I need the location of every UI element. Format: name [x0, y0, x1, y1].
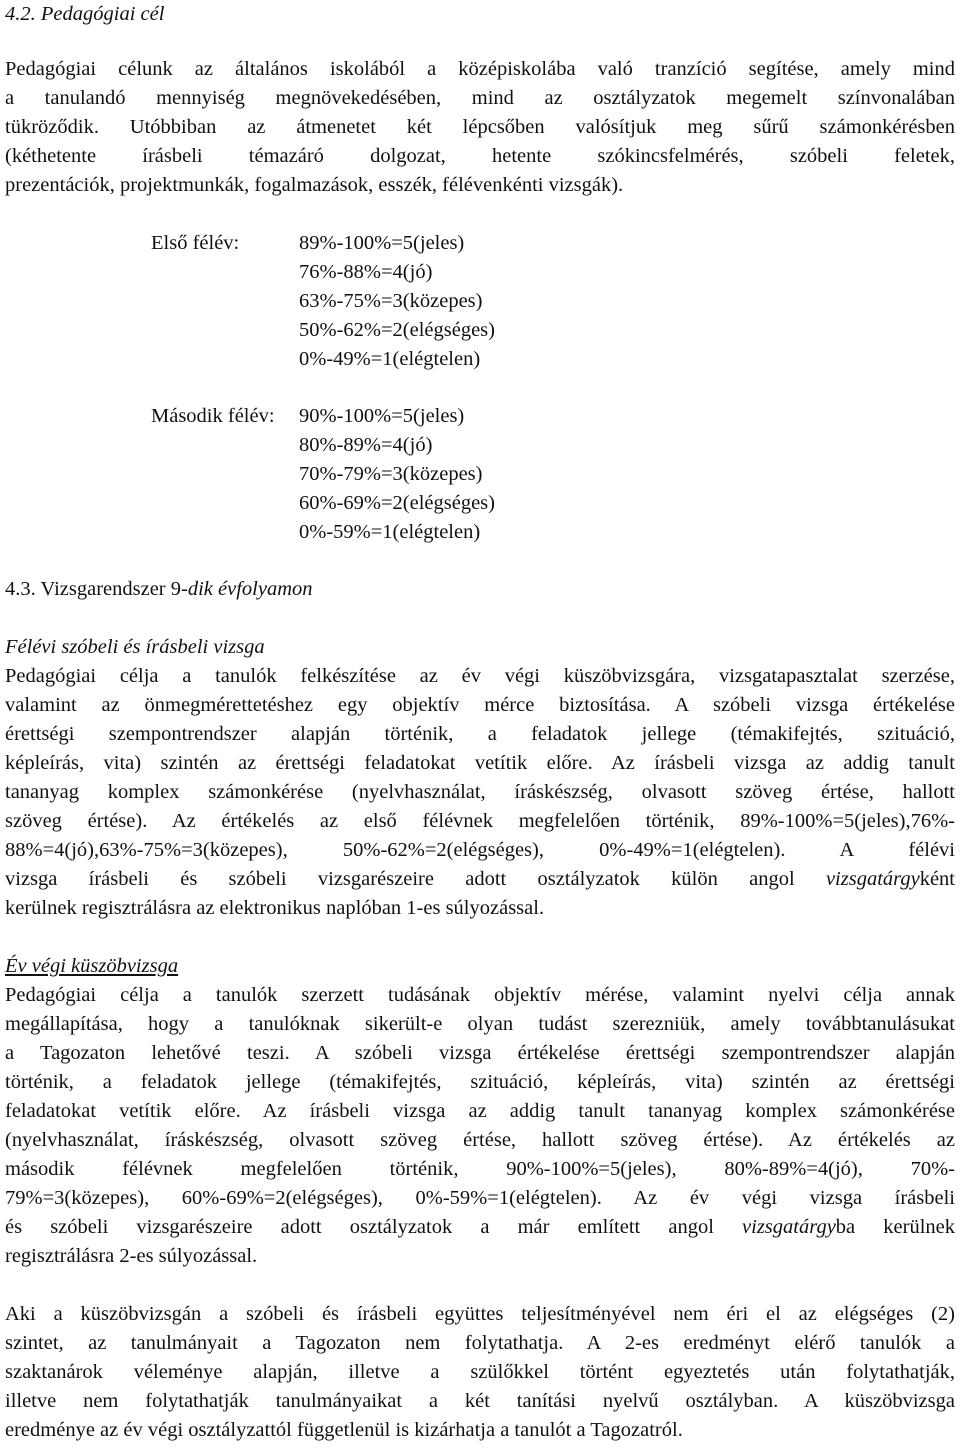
paragraph-line: illetve nem folytathatják tanulmányaikat a két tanítási nyelvű osztályban. A küszöbvizsga	[5, 1390, 955, 1412]
section-43-heading: 4.3. Vizsgarendszer 9-dik évfolyamon	[5, 578, 313, 600]
grade-row: 89%-100%=5(jeles)	[299, 232, 465, 254]
midterm-title: Félévi szóbeli és írásbeli vizsga	[5, 636, 265, 658]
paragraph-line: Pedagógiai célunk az általános iskolából a középiskolába való tranzíció segítése, amely mind	[5, 58, 955, 80]
paragraph-line: a Tagozaton lehetővé teszi. A szóbeli vizsga értékelése érettségi szempontrendszer alapján	[5, 1042, 955, 1064]
second-semester-label: Második félév:	[151, 405, 275, 427]
grade-row: 0%-59%=1(elégtelen)	[299, 521, 481, 543]
paragraph-line: második félévnek megfelelően történik, 90%-100%=5(jeles), 80%-89%=4(jó), 70%-	[5, 1158, 955, 1180]
paragraph-line: és szóbeli vizsgarészeire adott osztályzatok a már említett angol vizsgatárgyba kerülnek	[5, 1216, 955, 1238]
grade-row: 50%-62%=2(elégséges)	[299, 319, 495, 341]
paragraph-line: megállapítása, hogy a tanulóknak sikerült-e olyan tudást szerezniük, amely továbbtanulásukat	[5, 1013, 955, 1035]
paragraph-line: Pedagógiai célja a tanulók felkészítése az év végi küszöbvizsgára, vizsgatapasztalat szerzése,	[5, 665, 955, 687]
paragraph-line: feladatokat vetítik előre. Az írásbeli vizsga az addig tanult tananyag komplex számonkérése	[5, 1100, 955, 1122]
paragraph-line: vizsga írásbeli és szóbeli vizsgarészeire adott osztályzatok külön angol vizsgatárgyként	[5, 868, 955, 890]
paragraph-line: kerülnek regisztrálásra az elektronikus naplóban 1-es súlyozással.	[5, 897, 545, 919]
paragraph-line: 79%=3(közepes), 60%-69%=2(elégséges), 0%-59%=1(elégtelen). Az év végi vizsga írásbeli	[5, 1187, 955, 1209]
paragraph-line: Aki a küszöbvizsgán a szóbeli és írásbeli együttes teljesítményével nem éri el az elégséges (2)	[5, 1303, 955, 1325]
paragraph-line: Pedagógiai célja a tanulók szerzett tudásának objektív mérése, valamint nyelvi célja annak	[5, 984, 955, 1006]
section-42-heading: 4.2. Pedagógiai cél	[5, 3, 165, 25]
grade-row: 90%-100%=5(jeles)	[299, 405, 465, 427]
paragraph-line: valamint az önmegmérettetéshez egy objektív mérce biztosítása. A szóbeli vizsga értékelése	[5, 694, 955, 716]
grade-row: 80%-89%=4(jó)	[299, 434, 433, 456]
paragraph-line: tükröződik. Utóbbiban az átmenetet két lépcsőben valósítjuk meg sűrű számonkérésben	[5, 116, 955, 138]
paragraph-line: érettségi szempontrendszer alapján történik, a feladatok jellege (témakifejtés, szituáció,	[5, 723, 955, 745]
paragraph-line: tananyag komplex számonkérése (nyelvhasználat, íráskészség, olvasott szöveg értése, hallott	[5, 781, 955, 803]
paragraph-line: (nyelvhasználat, íráskészség, olvasott szöveg értése, hallott szöveg értése). Az értékelés az	[5, 1129, 955, 1151]
grade-row: 0%-49%=1(elégtelen)	[299, 348, 481, 370]
grade-row: 63%-75%=3(közepes)	[299, 290, 483, 312]
final-exam-title: Év végi küszöbvizsga	[5, 955, 179, 977]
paragraph-line: történik, a feladatok jellege (témakifejtés, szituáció, képleírás, vita) szintén az érettségi	[5, 1071, 955, 1093]
paragraph-line: 88%=4(jó),63%-75%=3(közepes), 50%-62%=2(elégséges), 0%-49%=1(elégtelen). A félévi	[5, 839, 955, 861]
first-semester-label: Első félév:	[151, 232, 240, 254]
paragraph-line: a tanulandó mennyiség megnövekedésében, mind az osztályzatok megemelt színvonalában	[5, 87, 955, 109]
paragraph-line: prezentációk, projektmunkák, fogalmazások, esszék, félévenkénti vizsgák).	[5, 174, 624, 196]
paragraph-line: szaktanárok véleménye alapján, illetve a szülőkkel történt egyeztetés után folytathatják,	[5, 1361, 955, 1383]
paragraph-line: szöveg értése). Az értékelés az első félévnek megfelelően történik, 89%-100%=5(jeles),76%-	[5, 810, 955, 832]
paragraph-line: regisztrálásra 2-es súlyozással.	[5, 1245, 258, 1267]
paragraph-line: szintet, az tanulmányait a Tagozaton nem folytathatja. A 2-es eredményt elérő tanulók a	[5, 1332, 955, 1354]
grade-row: 76%-88%=4(jó)	[299, 261, 433, 283]
grade-row: 60%-69%=2(elégséges)	[299, 492, 495, 514]
paragraph-line: eredménye az év végi osztályzattól függetlenül is kizárhatja a tanulót a Tagozatról.	[5, 1419, 683, 1441]
grade-row: 70%-79%=3(közepes)	[299, 463, 483, 485]
paragraph-line: (kéthetente írásbeli témazáró dolgozat, hetente szókincsfelmérés, szóbeli feletek,	[5, 145, 955, 167]
paragraph-line: képleírás, vita) szintén az érettségi feladatokat vetítik előre. Az írásbeli vizsga az addig tanult	[5, 752, 955, 774]
